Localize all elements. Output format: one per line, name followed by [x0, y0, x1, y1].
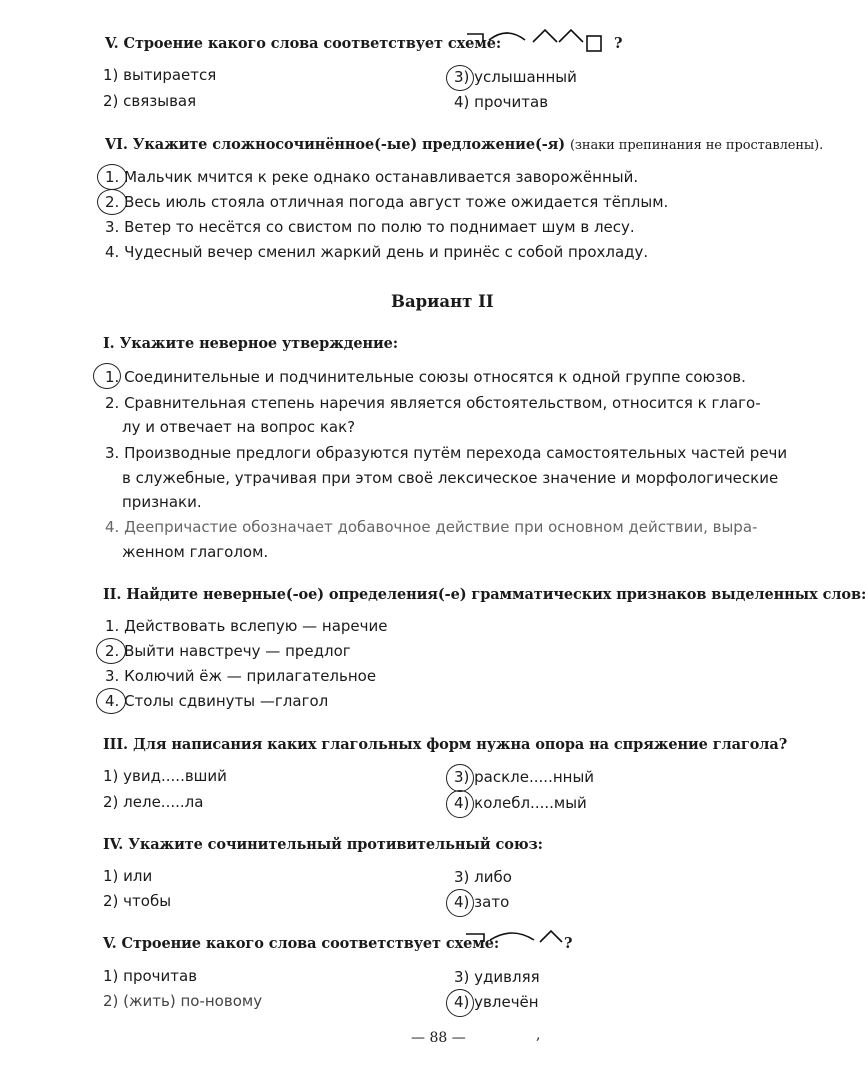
option-1[interactable]: 1) увид.....вший — [103, 767, 227, 785]
question-v-title: V. Строение какого слова соответствует схеме: — [103, 935, 500, 952]
option-3[interactable]: 3) раскле.....нный — [454, 768, 595, 786]
statement-3[interactable]: 3. Производные предлоги образуются путём перехода самостоятельных частей речи — [105, 444, 788, 462]
answer-circle-mark — [446, 989, 474, 1017]
variant-title: Вариант II — [391, 292, 494, 311]
answer-circle-mark — [446, 889, 474, 917]
scheme-root — [489, 33, 525, 40]
scheme-suffix — [540, 931, 562, 942]
option-3[interactable]: 3) услышанный — [454, 68, 577, 86]
question-mark: ? — [564, 935, 573, 952]
answer-circle-mark — [446, 65, 474, 91]
statement-2[interactable]: 2. Сравнительная степень наречия является обстоятельством, относится к глаго- — [105, 394, 761, 412]
option-2[interactable]: 2) чтобы — [103, 892, 172, 910]
option-2[interactable]: 2) (жить) по-новому — [103, 992, 263, 1010]
question-iii-title: III. Для написания каких глагольных форм нужна опора на спряжение глагола? — [103, 736, 788, 753]
option-2[interactable]: 2) связывая — [103, 92, 197, 110]
stray-mark: , — [536, 1027, 541, 1043]
answer-circle-mark — [97, 189, 127, 215]
option-3[interactable]: 3) удивляя — [454, 968, 540, 986]
statement-4[interactable]: 4. Деепричастие обозначает добавочное действие при основном действии, выра- — [105, 518, 758, 536]
statement-4-cont: женном глаголом. — [122, 543, 269, 561]
answer-circle-mark — [96, 688, 126, 714]
question-ii-title: II. Найдите неверные(-ое) определения(-е) грамматических признаков выделенных слов: — [103, 586, 866, 603]
answer-circle-mark — [97, 164, 127, 190]
question-mark: ? — [614, 35, 623, 52]
scheme-suffix — [533, 30, 557, 42]
answer-circle-mark — [93, 363, 121, 389]
sentence-2[interactable]: 2. Весь июль стояла отличная погода август тоже ожидается тёплым. — [105, 193, 669, 211]
answer-circle-mark — [96, 638, 126, 664]
option-4[interactable]: 4) зато — [454, 893, 510, 911]
option-1[interactable]: 1) прочитав — [103, 967, 198, 985]
question-v-title: V. Строение какого слова соответствует схеме: — [105, 35, 502, 52]
scheme-prefix — [467, 34, 483, 42]
statement-3-cont: признаки. — [122, 493, 202, 511]
morpheme-scheme — [467, 28, 617, 56]
sentence-3[interactable]: 3. Ветер то несётся со свистом по полю то поднимает шум в лесу. — [105, 218, 635, 236]
answer-circle-mark — [446, 790, 474, 818]
option-1[interactable]: 1) вытирается — [103, 66, 217, 84]
sentence-4[interactable]: 4. Чудесный вечер сменил жаркий день и принёс с собой прохладу. — [105, 243, 649, 261]
question-vi-note: (знаки препинания не проставлены). — [569, 138, 824, 153]
definition-2[interactable]: 2. Выйти навстречу — предлог — [105, 642, 351, 660]
question-i-title: I. Укажите неверное утверждение: — [103, 335, 398, 352]
scheme-ending — [587, 36, 601, 51]
option-4[interactable]: 4) увлечён — [454, 993, 539, 1011]
option-4[interactable]: 4) колебл.....мый — [454, 794, 587, 812]
definition-1[interactable]: 1. Действовать вслепую — наречие — [105, 617, 388, 635]
option-3[interactable]: 3) либо — [454, 868, 512, 886]
definition-4[interactable]: 4. Столы сдвинуты —глагол — [105, 692, 329, 710]
morpheme-scheme — [466, 928, 566, 950]
option-4[interactable]: 4) прочитав — [454, 93, 549, 111]
question-iv-title: IV. Укажите сочинительный противительный союз: — [103, 836, 543, 853]
answer-circle-mark — [446, 764, 474, 792]
scheme-prefix — [466, 934, 484, 942]
option-1[interactable]: 1) или — [103, 867, 153, 885]
statement-3-cont: в служебные, утрачивая при этом своё лексическое значение и морфологические — [122, 469, 779, 487]
sentence-1[interactable]: 1. Мальчик мчится к реке однако останавливается заворожённый. — [105, 168, 639, 186]
statement-1[interactable]: 1. Соединительные и подчинительные союзы относятся к одной группе союзов. — [105, 368, 746, 386]
question-vi-text: VI. Укажите сложносочинённое(-ые) предложение(-я) — [105, 136, 565, 153]
statement-2-cont: лу и отвечает на вопрос как? — [122, 418, 356, 436]
option-2[interactable]: 2) леле.....ла — [103, 793, 204, 811]
scheme-suffix — [559, 30, 583, 42]
page-number: — 88 — — [411, 1030, 466, 1046]
scheme-root — [490, 933, 534, 940]
question-vi-title — [105, 136, 823, 153]
definition-3[interactable]: 3. Колючий ёж — прилагательное — [105, 667, 377, 685]
